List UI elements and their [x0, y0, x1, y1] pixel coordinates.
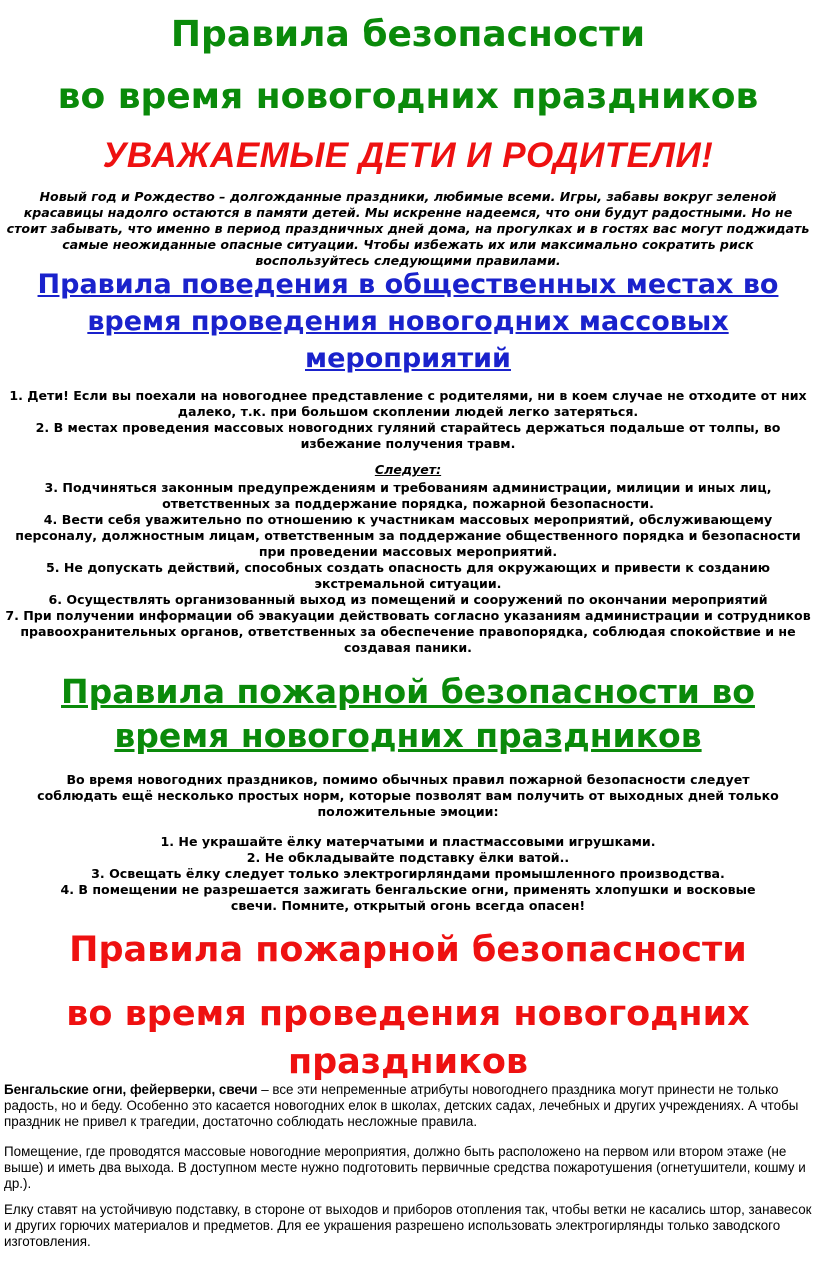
section3-paragraph-2: Помещение, где проводятся массовые новогодние мероприятия, должно быть расположено на первом или втором этаже (не выше) и иметь два выхода. В доступном месте нужно подготовить первичные средства пожаротушения (огнетушители, кошму и др.).	[4, 1144, 806, 1191]
title-line-1: Правила безопасности	[170, 14, 646, 55]
section3-p1-bold: Бенгальские огни, фейерверки, свечи	[4, 1082, 258, 1097]
section1-list-a	[0, 388, 816, 452]
greeting: УВАЖАЕМЫЕ ДЕТИ И РОДИТЕЛИ!	[102, 136, 714, 175]
intro-wrap	[0, 189, 816, 269]
list-item: 6. Осуществлять организованный выход из помещений и сооружений по окончании мероприятий	[48, 592, 768, 607]
section3-p1-rest: – все эти непременные атрибуты новогоднего праздника могут принести не только радость, но и беду. Особенно это касается новогодних елок в школах, детских садах, лечебных и других учреждениях. А чтобы праздник не привел к трагедии, достаточно соблюдать несложные правила.	[4, 1082, 799, 1129]
list-item: 2. В местах проведения массовых новогодних гуляний старайтесь держаться подальше от толпы, во избежание получения травм.	[35, 420, 781, 451]
section3-paragraph-1	[0, 1082, 816, 1130]
section1-heading-wrap	[0, 266, 816, 377]
section3-heading-line-2: во время проведения новогодних праздников	[66, 994, 750, 1082]
follow-label-wrap	[0, 462, 816, 477]
list-item: 2. Не обкладывайте подставку ёлки ватой..	[246, 850, 570, 865]
section2-heading: Правила пожарной безопасности во время новогодних праздников	[61, 672, 755, 755]
section2-list	[0, 834, 816, 914]
section3-body	[0, 1082, 816, 1250]
list-item: 7. При получении информации об эвакуации действовать согласно указаниям администрации и сотрудников правоохранительных органов, ответственных за обеспечение правопорядка, соблюдая спокойствие и не создавая паники.	[5, 608, 811, 655]
section1-heading: Правила поведения в общественных местах во время проведения новогодних массовых мероприятий	[37, 269, 779, 374]
section2-intro-wrap	[0, 772, 816, 820]
list-item: 1. Дети! Если вы поехали на новогоднее представление с родителями, ни в коем случае не отходите от них далеко, т.к. при большом скоплении людей легко затеряться.	[9, 388, 807, 419]
section3-heading-line-1: Правила пожарной безопасности	[69, 930, 747, 970]
list-item: 4. В помещении не разрешается зажигать бенгальские огни, применять хлопушки и восковые свечи. Помните, открытый огонь всегда опасен!	[60, 882, 756, 913]
list-item: 3. Освещать ёлку следует только электрогирляндами промышленного производства.	[91, 866, 725, 881]
list-item: 4. Вести себя уважительно по отношению к участникам массовых мероприятий, обслуживающему персоналу, должностным лицам, ответственным за поддержание общественного порядка и безопасности при проведении массовых мероприятий.	[15, 512, 801, 559]
section3-heading-2-wrap	[0, 990, 816, 1086]
list-item: 1. Не украшайте ёлку матерчатыми и пластмассовыми игрушками.	[160, 834, 656, 849]
title-line-2-wrap	[0, 76, 816, 117]
section2-intro: Во время новогодних праздников, помимо обычных правил пожарной безопасности следует соблюдать ещё несколько простых норм, которые позволят вам получить от выходных дней только положительные эмоции:	[37, 772, 779, 819]
list-item: 3. Подчиняться законным предупреждениям и требованиям администрации, милиции и иных лиц, ответственных за поддержание порядка, пожарной безопасности.	[44, 480, 772, 511]
section2-heading-wrap	[0, 670, 816, 758]
intro-paragraph: Новый год и Рождество – долгожданные праздники, любимые всеми. Игры, забавы вокруг зеленой красавицы надолго остаются в памяти детей. Мы искренне надеемся, что они будут радостными. Но не стоит забывать, что именно в период праздничных дней дома, на прогулках и в гостях вас могут поджидать самые неожиданные опасные ситуации. Чтобы избежать их или максимально сократить риск воспользуйтесь следующими правилами.	[6, 189, 810, 268]
section3-heading-1-wrap	[0, 926, 816, 974]
title-block	[0, 14, 816, 55]
title-line-2: во время новогодних праздников	[57, 76, 759, 117]
list-item: 5. Не допускать действий, способных создать опасность для окружающих и привести к созданию экстремальной ситуации.	[45, 560, 771, 591]
follow-label: Следует:	[374, 462, 442, 477]
greeting-wrap	[0, 136, 816, 176]
section3-paragraph-3: Елку ставят на устойчивую подставку, в стороне от выходов и приборов отопления так, чтобы ветки не касались штор, занавесок и других горючих материалов и предметов. Для ее украшения разрешено использовать электрогирлянды только заводского изготовления.	[4, 1202, 812, 1249]
section1-list-b	[0, 480, 816, 656]
